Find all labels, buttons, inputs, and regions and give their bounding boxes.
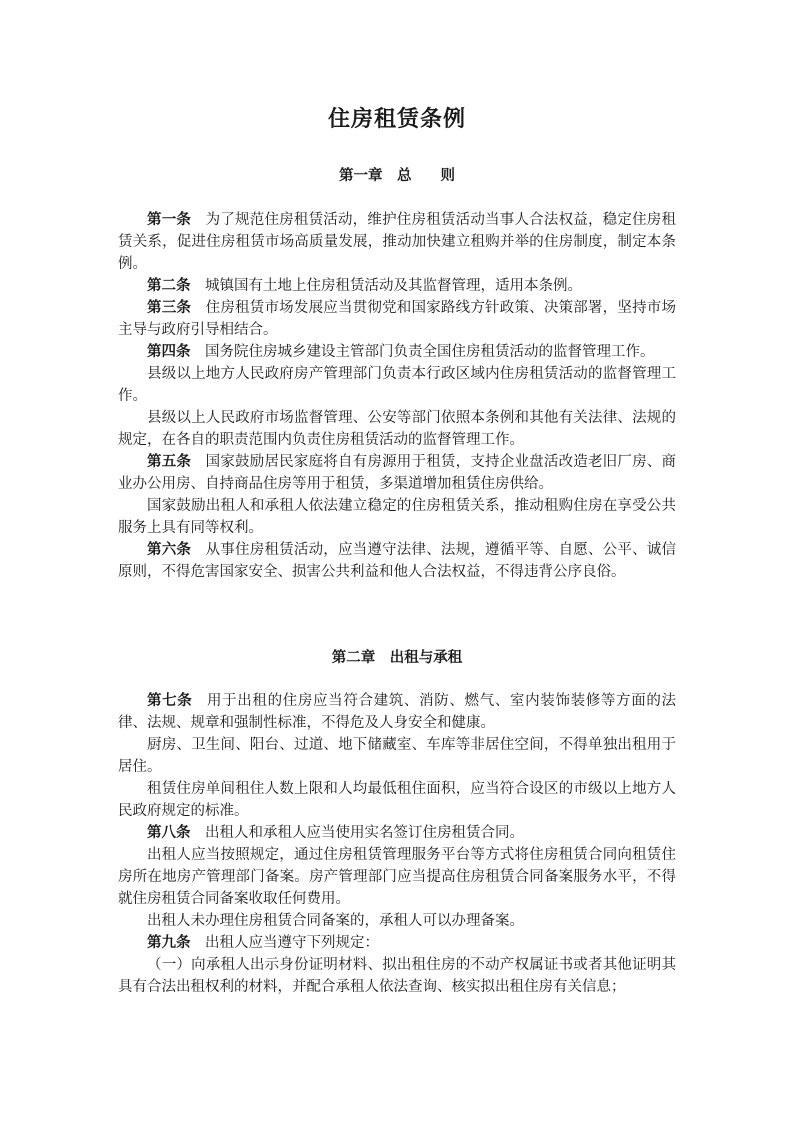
article-text: 出租人未办理住房租赁合同备案的，承租人可以办理备案。 <box>147 913 524 929</box>
paragraph <box>118 910 676 932</box>
article-text: 用于出租的住房应当符合建筑、消防、燃气、室内装饰装修等方面的法律、法规、规章和强制性标准，不得危及人身安全和健康。 <box>118 693 677 731</box>
article-text: 厨房、卫生间、阳台、过道、地下储藏室、车库等非居住空间，不得单独出租用于居住。 <box>118 737 676 775</box>
article-number: 第四条 <box>147 343 191 360</box>
paragraph <box>118 407 676 451</box>
chapter-1-body <box>118 209 676 583</box>
article-text: 为了规范住房租赁活动，维护住房租赁活动当事人合法权益，稳定住房租赁关系，促进住房租赁市场高质量发展，推动加快建立租购并举的住房制度，制定本条例。 <box>118 212 677 272</box>
chapter-1-heading: 第一章 总 则 <box>339 167 455 184</box>
article-text: （一）向承租人出示身份证明材料、拟出租住房的不动产权属证书或者其他证明其具有合法出租权利的材料，并配合承租人依法查询、核实拟出租住房有关信息； <box>118 957 676 995</box>
article-number: 第二条 <box>147 277 191 294</box>
article-text: 国家鼓励出租人和承租人依法建立稳定的住房租赁关系，推动租购住房在享受公共服务上具有同等权利。 <box>118 498 676 536</box>
paragraph <box>118 341 676 363</box>
paragraph <box>118 275 676 297</box>
paragraph <box>118 932 676 954</box>
article-text: 出租人应当遵守下列规定： <box>205 935 379 951</box>
article-text: 国务院住房城乡建设主管部门负责全国住房租赁活动的监督管理工作。 <box>205 344 655 360</box>
article-number: 第五条 <box>147 453 192 470</box>
paragraph <box>118 363 676 407</box>
paragraph <box>118 844 676 910</box>
article-number: 第九条 <box>147 934 191 951</box>
paragraph <box>118 297 676 341</box>
chapter-2-heading: 第二章 出租与承租 <box>331 649 463 666</box>
article-text: 出租人应当按照规定，通过住房租赁管理服务平台等方式将住房租赁合同向租赁住房所在地房产管理部门备案。房产管理部门应当提高住房租赁合同备案服务水平，不得就住房租赁合同备案收取任何费用。 <box>118 847 676 907</box>
paragraph <box>118 778 676 822</box>
article-text: 住房租赁市场发展应当贯彻党和国家路线方针政策、决策部署，坚持市场主导与政府引导相结合。 <box>118 300 677 338</box>
article-text: 县级以上人民政府市场监督管理、公安等部门依照本条例和其他有关法律、法规的规定，在各自的职责范围内负责住房租赁活动的监督管理工作。 <box>118 410 676 448</box>
paragraph <box>118 451 676 495</box>
paragraph <box>118 954 676 998</box>
document-title: 住房租赁条例 <box>327 106 466 132</box>
paragraph <box>118 690 676 734</box>
article-number: 第一条 <box>147 211 192 228</box>
article-number: 第七条 <box>147 692 193 709</box>
article-text: 出租人和承租人应当使用实名签订住房租赁合同。 <box>205 825 524 841</box>
article-number: 第三条 <box>147 299 192 316</box>
article-text: 租赁住房单间租住人数上限和人均最低租住面积，应当符合设区的市级以上地方人民政府规定的标准。 <box>118 781 676 819</box>
article-text: 从事住房租赁活动，应当遵守法律、法规，遵循平等、自愿、公平、诚信原则，不得危害国家安全、损害公共利益和他人合法权益，不得违背公序良俗。 <box>118 542 677 580</box>
paragraph <box>118 539 676 583</box>
paragraph <box>118 209 676 275</box>
article-text: 县级以上地方人民政府房产管理部门负责本行政区域内住房租赁活动的监督管理工作。 <box>118 366 676 404</box>
article-number: 第六条 <box>147 541 192 558</box>
article-text: 国家鼓励居民家庭将自有房源用于租赁，支持企业盘活改造老旧厂房、商业办公用房、自持商品住房等用于租赁，多渠道增加租赁住房供给。 <box>118 454 677 492</box>
paragraph <box>118 734 676 778</box>
article-text: 城镇国有土地上住房租赁活动及其监督管理，适用本条例。 <box>205 278 582 294</box>
paragraph <box>118 822 676 844</box>
paragraph <box>118 495 676 539</box>
chapter-2-body <box>118 690 676 998</box>
article-number: 第八条 <box>147 824 191 841</box>
